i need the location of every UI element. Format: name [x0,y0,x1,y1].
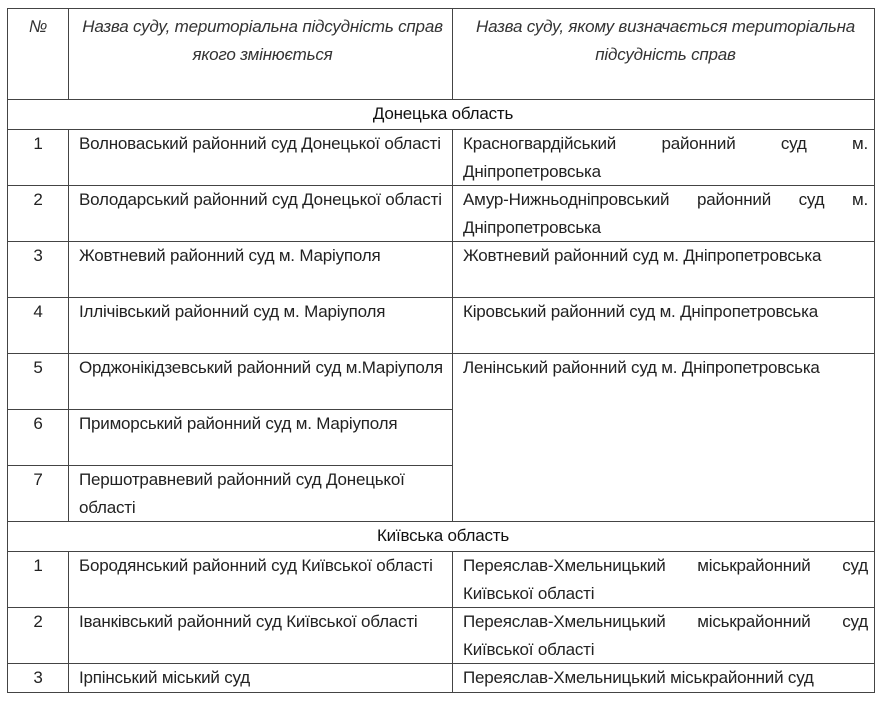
section-row-donetsk [8,100,875,130]
target-court: Амур-Нижньодніпровський районний суд м. Дніпропетровська [453,186,875,242]
row-number: 3 [8,242,69,298]
target-court: Переяслав-Хмельницький міськрайонний суд [453,664,875,693]
row-number: 7 [8,466,69,522]
row-number: 2 [8,186,69,242]
table-row [8,130,875,186]
source-court: Жовтневий районний суд м. Маріуполя [69,242,453,298]
header-number: № [8,9,69,100]
source-court: Приморський районний суд м. Маріуполя [69,410,453,466]
source-court: Волноваський районний суд Донецької області [69,130,453,186]
source-court: Іллічівський районний суд м. Маріуполя [69,298,453,354]
source-court: Орджонікідзевський районний суд м.Маріуполя [69,354,453,410]
source-court: Володарський районний суд Донецької області [69,186,453,242]
table-header-row [8,9,875,100]
source-court: Іванківський районний суд Київської області [69,608,453,664]
row-number: 4 [8,298,69,354]
table-row [8,186,875,242]
row-number: 1 [8,552,69,608]
table-row [8,298,875,354]
target-court: Переяслав-Хмельницький міськрайонний суд Київської області [453,552,875,608]
target-court: Кіровський районний суд м. Дніпропетровська [453,298,875,354]
row-number: 2 [8,608,69,664]
section-row-kyiv [8,522,875,552]
row-number: 1 [8,130,69,186]
target-court: Красногвардійський районний суд м. Дніпропетровська [453,130,875,186]
table-row [8,552,875,608]
table-row [8,664,875,693]
section-title: Донецька область [8,100,875,130]
target-court-merged: Ленінський районний суд м. Дніпропетровська [453,354,875,522]
table-row [8,242,875,298]
table-row [8,354,875,410]
row-number: 5 [8,354,69,410]
target-court: Жовтневий районний суд м. Дніпропетровська [453,242,875,298]
table-row [8,608,875,664]
header-source-court: Назва суду, територіальна підсудність справ якого змінюється [69,9,453,100]
header-target-court: Назва суду, якому визначається територіальна підсудність справ [453,9,875,100]
row-number: 6 [8,410,69,466]
target-court: Переяслав-Хмельницький міськрайонний суд Київської області [453,608,875,664]
source-court: Першотравневий районний суд Донецької області [69,466,453,522]
source-court: Ірпінський міський суд [69,664,453,693]
source-court: Бородянський районний суд Київської області [69,552,453,608]
row-number: 3 [8,664,69,693]
court-jurisdiction-table [7,8,875,693]
section-title: Київська область [8,522,875,552]
